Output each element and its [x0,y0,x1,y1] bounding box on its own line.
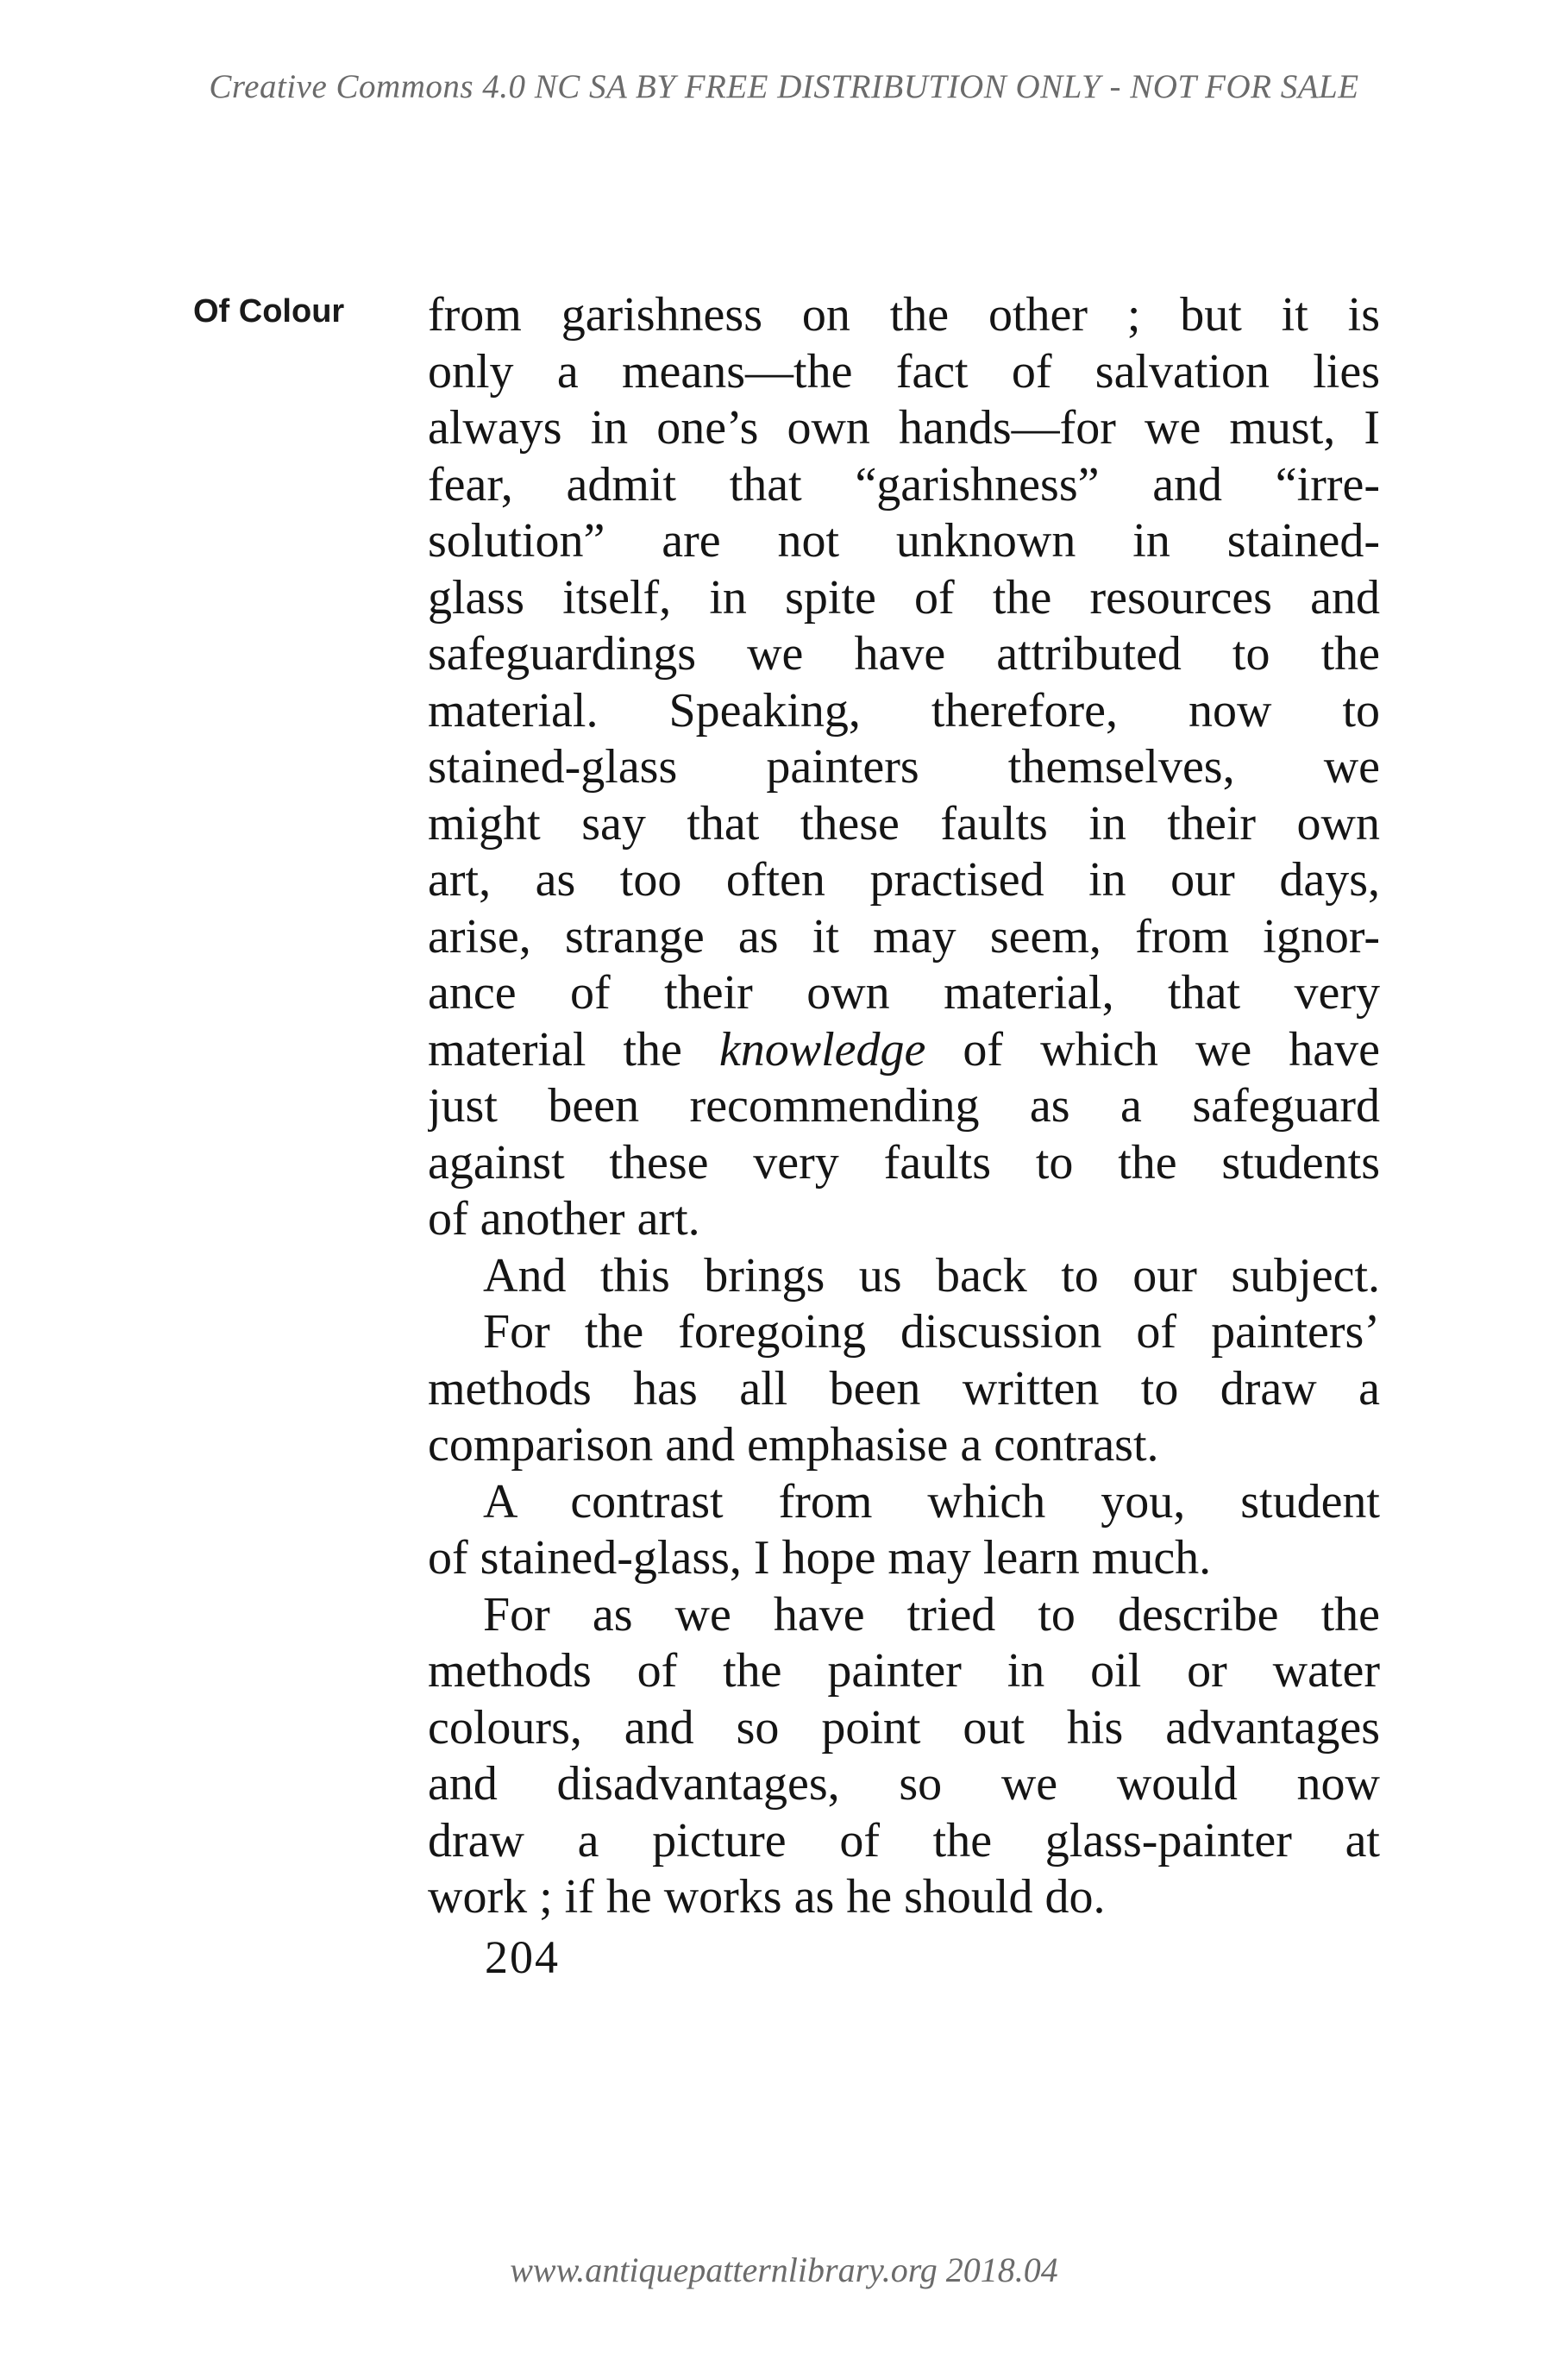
text-line: work ; if he works as he should do. [428,1870,1106,1924]
source-url: www.antiquepatternlibrary.org 2018.04 [510,2251,1058,2289]
text-line: safeguardings we have attributed to the [428,627,1380,681]
body-text [428,287,1380,1926]
text-fragment: of which we have [925,1022,1380,1077]
page-number: 204 [485,1931,560,1983]
text-line: For the foregoing discussion of painters’ [483,1305,1380,1359]
text-line: against these very faults to the students [428,1135,1380,1190]
text-line: of stained-glass, I hope may learn much. [428,1531,1212,1585]
text-line: might say that these faults in their own [428,796,1380,851]
text-line: glass itself, in spite of the resources and [428,570,1380,625]
text-line: and disadvantages, so we would now [428,1757,1380,1811]
text-line: colours, and so point out his advantages [428,1700,1380,1755]
margin-note: Of Colour [193,293,345,330]
text-line: methods of the painter in oil or water [428,1644,1380,1698]
text-line: always in one’s own hands—for we must, I [428,401,1380,455]
text-line: just been recommending as a safeguard [428,1079,1380,1133]
text-line: art, as too often practised in our days, [428,853,1380,907]
text-line: stained-glass painters themselves, we [428,740,1380,794]
text-line: of another art. [428,1192,700,1246]
text-line: comparison and emphasise a contrast. [428,1418,1159,1472]
text-line: only a means—the fact of salvation lies [428,344,1380,399]
text-line: material. Speaking, therefore, now to [428,683,1380,738]
text-line: And this brings us back to our subject. [483,1248,1380,1303]
text-fragment: material the [428,1022,719,1077]
text-line: draw a picture of the glass-painter at [428,1813,1380,1868]
text-line: A contrast from which you, student [483,1474,1380,1529]
text-line: ance of their own material, that very [428,966,1380,1020]
emphasized-word: knowledge [718,1022,926,1077]
text-line [428,1022,1380,1079]
text-line: methods has all been written to draw a [428,1361,1380,1416]
text-line: solution” are not unknown in stained- [428,514,1380,568]
text-line: from garishness on the other ; but it is [428,288,1380,342]
text-line: arise, strange as it may seem, from ignor- [428,909,1380,964]
text-line: fear, admit that “garishness” and “irre- [428,457,1380,512]
license-notice: Creative Commons 4.0 NC SA BY FREE DISTRIBUTION ONLY - NOT FOR SALE [209,68,1359,105]
text-line: For as we have tried to describe the [483,1587,1380,1642]
